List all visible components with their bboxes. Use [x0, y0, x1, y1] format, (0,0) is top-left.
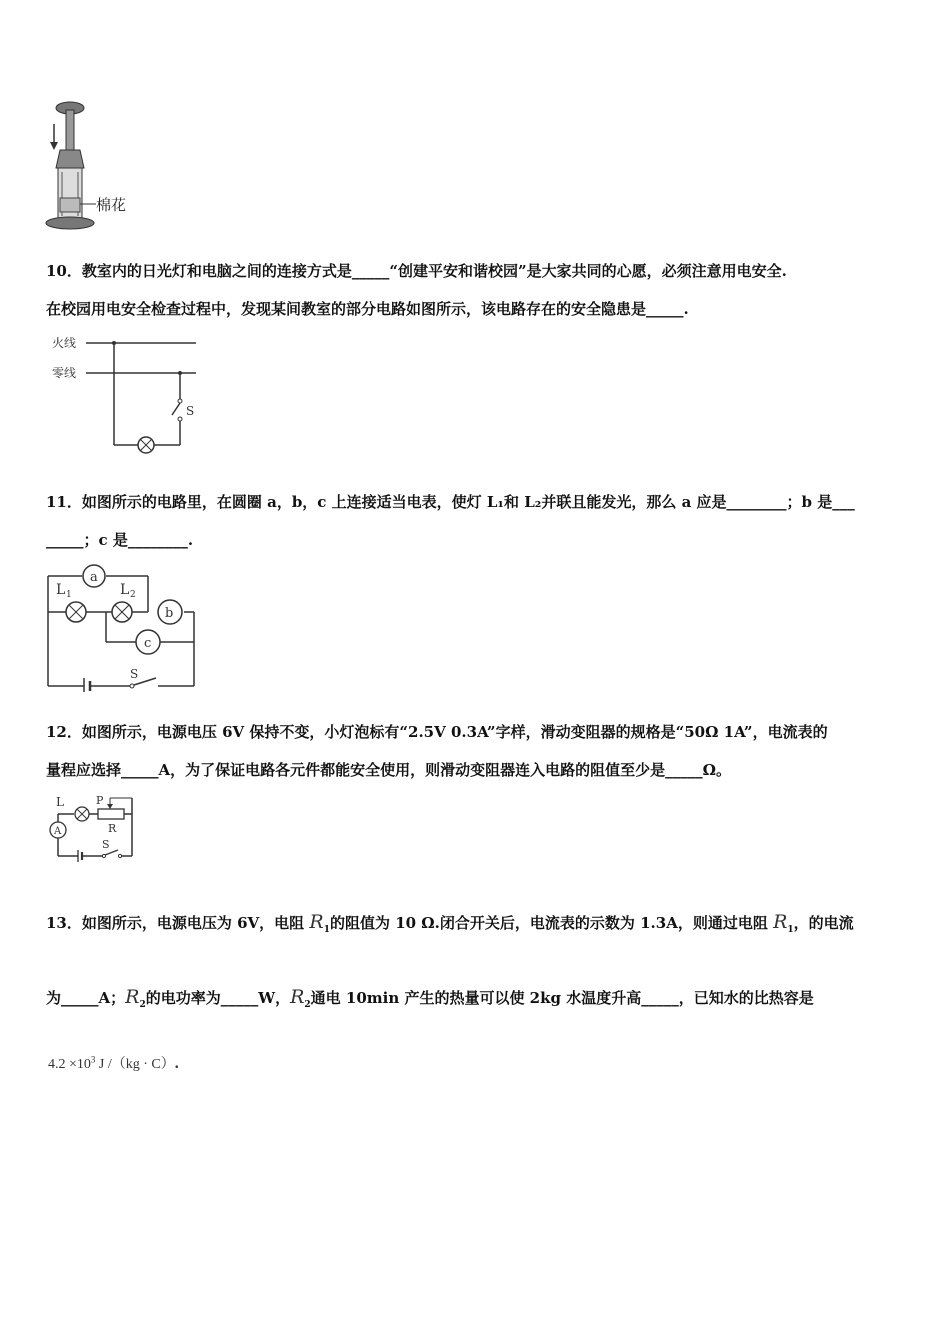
q11-line1: 11．如图所示的电路里，在圆圈 a，b，c 上连接适当电表，使灯 L₁和 L₂并联且能发光，那么 a 应是________；b 是___ — [46, 493, 855, 511]
r2-subscript-2: 2 — [304, 1000, 311, 1010]
switch-label: S — [186, 404, 195, 418]
q13-text-b: 的阻值为 10 Ω.闭合开关后，电流表的示数为 1.3A，则通过电阻 — [329, 914, 774, 932]
down-arrow-icon — [50, 124, 58, 150]
q11-circuit-figure — [44, 564, 204, 692]
lamp-l2-subscript: 2 — [130, 590, 136, 600]
switch-icon — [172, 399, 182, 421]
formula-exponent: 3 — [90, 1054, 96, 1065]
meter-a-icon — [83, 565, 105, 587]
battery-icon — [84, 678, 90, 692]
q13-text-d: 为_____A； — [46, 989, 126, 1007]
cotton — [60, 198, 80, 212]
rheostat-label: R — [108, 822, 117, 835]
r2-symbol-2: R — [290, 986, 305, 1008]
q12-line1: 12．如图所示，电源电压 6V 保持不变，小灯泡标有“2.5V 0.3A”字样，滑动变阻器的规格是“50Ω 1A”，电流表的 — [46, 723, 828, 741]
q13-text-e: 的电功率为_____W， — [145, 989, 291, 1007]
ammeter-label: A — [54, 826, 62, 837]
lamp-l2-label: L — [120, 582, 130, 598]
q13-line1 — [46, 912, 854, 940]
q10-line1: 10．教室内的日光灯和电脑之间的连接方式是_____“创建平安和谐校园”是大家共同的心愿，必须注意用电安全. — [46, 262, 787, 280]
q13-text-f: 通电 10min 产生的热量可以使 2kg 水温度升高_____，已知水的比热容是 — [310, 989, 814, 1007]
live-wire-label: 火线 — [52, 336, 77, 350]
lamp-l1-icon — [66, 602, 86, 622]
r1-subscript-2: 1 — [787, 925, 794, 935]
meter-b-icon — [158, 600, 182, 624]
q12-circuit-figure — [44, 792, 144, 864]
formula-period: . — [174, 1055, 179, 1072]
formula-unit: J /（kg · C） — [95, 1057, 175, 1072]
q11-line2: _____；c 是________. — [46, 531, 194, 549]
lamp-icon — [75, 807, 89, 821]
q10-line2: 在校园用电安全检查过程中，发现某间教室的部分电路如图所示，该电路存在的安全隐患是_____. — [46, 300, 689, 318]
r1-symbol: R — [309, 911, 324, 933]
meter-b-label: b — [165, 606, 174, 621]
r1-symbol-2: R — [773, 911, 788, 933]
compression-apparatus-figure — [44, 98, 144, 233]
meter-a-label: a — [90, 570, 98, 585]
lamp-l1-subscript: 1 — [66, 590, 72, 600]
neutral-wire-label: 零线 — [52, 366, 77, 380]
lamp-l2-icon — [112, 602, 132, 622]
switch-s-label: S — [130, 667, 139, 681]
r2-subscript: 2 — [139, 1000, 146, 1010]
switch-icon — [102, 850, 121, 858]
meter-c-label: c — [144, 636, 152, 651]
formula-base: 4.2 ×10 — [48, 1057, 91, 1072]
lamp-icon — [138, 437, 154, 453]
switch-label: S — [102, 838, 110, 851]
r2-symbol: R — [125, 986, 140, 1008]
slider-label: P — [96, 794, 104, 807]
q13-line2 — [46, 987, 814, 1015]
ammeter-icon — [50, 822, 66, 838]
q13-text-a: 13．如图所示，电源电压为 6V，电阻 — [46, 914, 310, 932]
q13-text-c: ，的电流 — [793, 914, 854, 932]
cotton-label: 棉花 — [96, 196, 127, 214]
lamp-label: L — [56, 795, 64, 809]
q12-line2: 量程应选择_____A，为了保证电路各元件都能安全使用，则滑动变阻器连入电路的阻值至少是_____Ω。 — [46, 761, 731, 779]
r1-subscript: 1 — [323, 925, 330, 935]
lamp-l1-label: L — [56, 582, 66, 598]
specific-heat-formula — [48, 1053, 179, 1073]
q10-circuit-figure — [48, 333, 208, 458]
meter-c-icon — [136, 630, 160, 654]
battery-icon — [78, 850, 82, 862]
